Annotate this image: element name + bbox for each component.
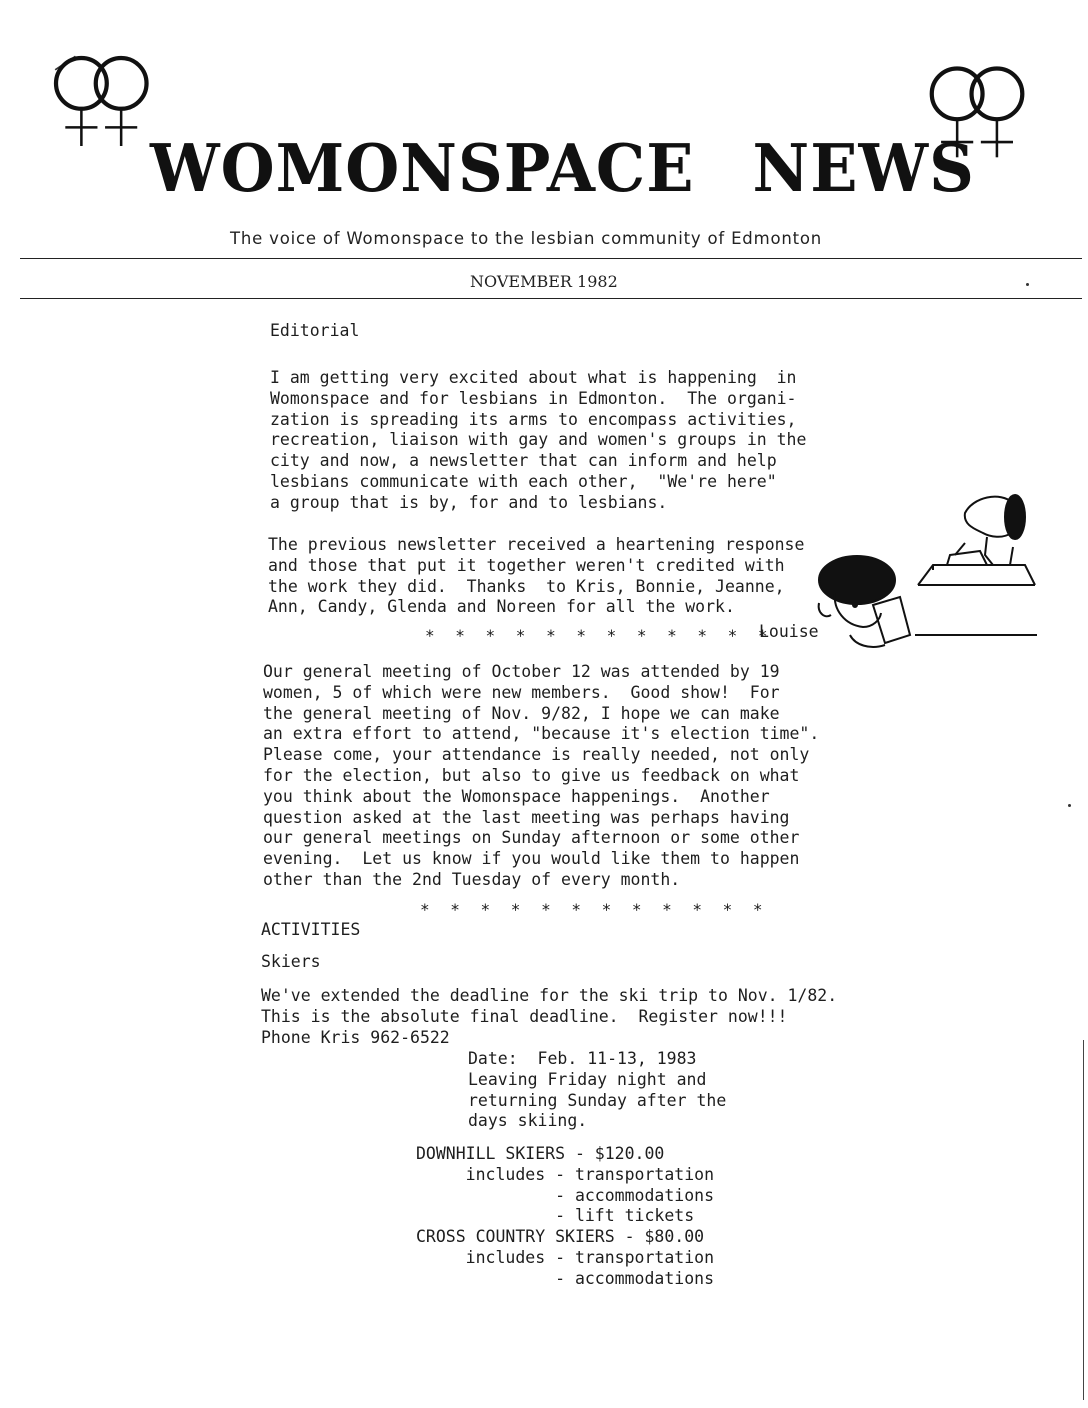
text-line: - accommodations bbox=[416, 1268, 715, 1288]
text-line: CROSS COUNTRY SKIERS - $80.00 bbox=[416, 1227, 705, 1247]
trip-details bbox=[468, 1049, 726, 1132]
scan-speck bbox=[1026, 283, 1029, 286]
text-line: other than the 2nd Tuesday of every month. bbox=[263, 869, 681, 889]
pricing-list bbox=[416, 1144, 714, 1290]
text-line: - lift tickets bbox=[416, 1206, 695, 1226]
text-line: includes - transportation bbox=[416, 1164, 715, 1184]
text-line: Please come, your attendance is really needed, not only bbox=[263, 745, 810, 765]
editorial-paragraph-1 bbox=[270, 368, 806, 514]
text-line: lesbians communicate with each other, "We're here" bbox=[270, 471, 777, 491]
meeting-paragraph bbox=[263, 662, 819, 891]
text-line: days skiing. bbox=[468, 1111, 588, 1131]
separator-stars: * * * * * * * * * * * * bbox=[425, 626, 774, 645]
text-line: zation is spreading its arms to encompass activities, bbox=[270, 409, 797, 429]
text-line: We've extended the deadline for the ski trip to Nov. 1/82. bbox=[261, 986, 838, 1005]
text-line: you think about the Womonspace happenings. Another bbox=[263, 786, 770, 806]
text-line: Ann, Candy, Glenda and Noreen for all the work. bbox=[268, 597, 735, 617]
text-line: women, 5 of which were new members. Good show! For bbox=[263, 682, 780, 702]
text-line: Our general meeting of October 12 was attended by 19 bbox=[263, 662, 780, 681]
scan-speck bbox=[1068, 804, 1071, 807]
text-line: The previous newsletter received a heartening response bbox=[268, 535, 805, 554]
masthead-title bbox=[150, 130, 975, 207]
text-line: Phone Kris 962-6522 bbox=[261, 1027, 450, 1047]
activities-heading: ACTIVITIES bbox=[261, 920, 361, 939]
text-line: question asked at the last meeting was perhaps having bbox=[263, 807, 790, 827]
text-line: evening. Let us know if you would like them to happen bbox=[263, 849, 800, 869]
text-line: - accommodations bbox=[416, 1185, 715, 1205]
editorial-paragraph-2 bbox=[268, 535, 804, 618]
title-word-womonspace: WOMONSPACE bbox=[150, 130, 695, 207]
ski-notice bbox=[261, 986, 837, 1048]
text-line: an extra effort to attend, "because it's election time". bbox=[263, 724, 820, 744]
text-line: includes - transportation bbox=[416, 1247, 715, 1267]
text-line: Womonspace and for lesbians in Edmonton. The organi- bbox=[270, 388, 797, 408]
text-line: the work they did. Thanks to Kris, Bonnie, Jeanne, bbox=[268, 576, 785, 596]
text-line: returning Sunday after the bbox=[468, 1090, 727, 1110]
text-line: Leaving Friday night and bbox=[468, 1069, 707, 1089]
text-line: city and now, a newsletter that can inform and help bbox=[270, 451, 777, 471]
rule-top bbox=[20, 258, 1082, 259]
cartoon-illustration bbox=[815, 485, 1040, 660]
editorial-signature: Louise bbox=[759, 622, 819, 641]
text-line: our general meetings on Sunday afternoon or some other bbox=[263, 828, 800, 848]
text-line: a group that is by, for and to lesbians. bbox=[270, 492, 668, 512]
skiers-subheading: Skiers bbox=[261, 952, 321, 971]
venus-symbol-icon bbox=[45, 42, 155, 162]
text-line: the general meeting of Nov. 9/82, I hope we can make bbox=[263, 703, 780, 723]
text-line: Date: Feb. 11-13, 1983 bbox=[468, 1049, 697, 1068]
tagline: The voice of Womonspace to the lesbian community of Edmonton bbox=[230, 229, 823, 248]
rule-bottom bbox=[20, 298, 1082, 299]
text-line: This is the absolute final deadline. Register now!!! bbox=[261, 1006, 788, 1026]
separator-stars: * * * * * * * * * * * * bbox=[420, 900, 769, 919]
title-word-news: NEWS bbox=[752, 130, 975, 207]
editorial-heading: Editorial bbox=[270, 321, 360, 340]
scan-edge bbox=[1083, 1040, 1084, 1400]
text-line: recreation, liaison with gay and women's groups in the bbox=[270, 430, 807, 450]
text-line: I am getting very excited about what is happening in bbox=[270, 368, 797, 387]
text-line: and those that put it together weren't credited with bbox=[268, 555, 785, 575]
text-line: for the election, but also to give us feedback on what bbox=[263, 765, 800, 785]
text-line: DOWNHILL SKIERS - $120.00 bbox=[416, 1144, 665, 1163]
issue-date: NOVEMBER 1982 bbox=[470, 272, 618, 291]
